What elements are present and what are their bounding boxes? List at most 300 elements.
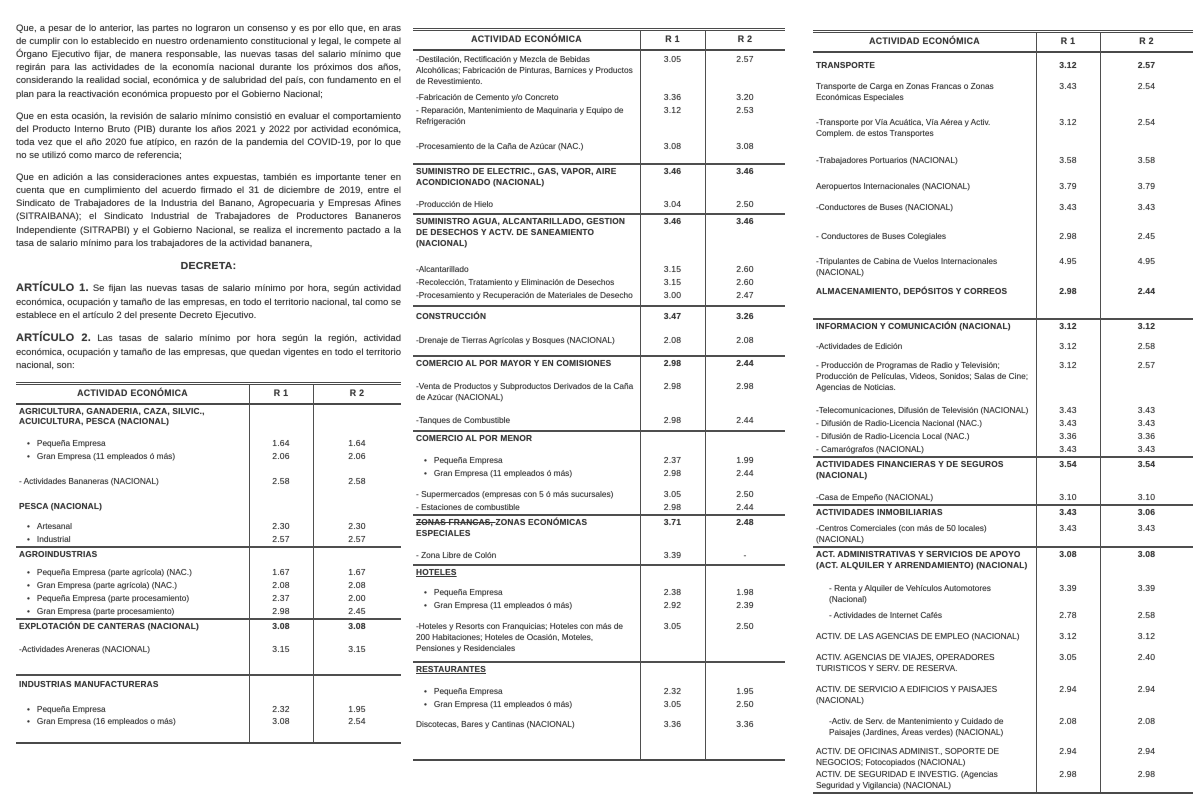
activity-label: -Trabajadores Portuarios (NACIONAL) bbox=[816, 154, 958, 165]
activity-label: • Pequeña Empresa bbox=[413, 454, 640, 467]
column-divider bbox=[1100, 33, 1101, 792]
rate-r1 bbox=[249, 548, 313, 561]
header-r2: R 2 bbox=[1139, 36, 1154, 47]
rate-r2: 2.58 bbox=[1137, 610, 1156, 621]
table-row bbox=[813, 140, 1193, 167]
activity-label: - Actividades de Internet Cafés bbox=[829, 610, 942, 621]
table-row bbox=[813, 167, 1193, 193]
rate-r1: 3.12 bbox=[1059, 60, 1077, 70]
rate-r1 bbox=[640, 432, 705, 445]
rate-r2: 2.40 bbox=[1137, 651, 1156, 662]
right-column bbox=[813, 30, 1193, 794]
activity-label: -Venta de Productos y Subproductos Derivados de la Caña de Azúcar (NACIONAL) bbox=[416, 380, 634, 402]
rate-r1: 3.39 bbox=[1059, 583, 1077, 594]
rate-r1: 3.08 bbox=[1059, 549, 1077, 560]
rate-r2: 2.50 bbox=[736, 489, 754, 500]
activity-label: -Producción de Hielo bbox=[416, 199, 494, 210]
rate-r2: 2.39 bbox=[736, 600, 754, 610]
rate-r1: 3.46 bbox=[663, 165, 682, 176]
rate-r2: 3.58 bbox=[1137, 154, 1156, 165]
decreta-heading: DECRETA: bbox=[180, 259, 237, 272]
table-header-row bbox=[813, 33, 1193, 53]
table-row bbox=[413, 289, 785, 305]
rate-r1 bbox=[640, 663, 705, 676]
table-row bbox=[413, 188, 785, 213]
activity-label: • Gran Empresa (parte procesamiento) bbox=[16, 605, 249, 618]
activity-label: COMERCIO AL POR MENOR bbox=[416, 432, 533, 443]
rate-r2: 2.50 bbox=[736, 620, 754, 631]
rate-r2: 2.44 bbox=[1137, 286, 1156, 297]
rate-r2: 2.98 bbox=[1137, 769, 1156, 780]
rate-r2: 3.43 bbox=[1137, 201, 1156, 212]
rate-r1: 3.12 bbox=[1059, 321, 1077, 332]
activity-label: -Centros Comerciales (con más de 50 locales) (NACIONAL) bbox=[816, 523, 987, 545]
rate-r2: 3.43 bbox=[1137, 443, 1156, 454]
activity-label: INFORMACION Y COMUNICACIÓN (NACIONAL) bbox=[816, 321, 1011, 332]
table-row bbox=[16, 691, 401, 716]
table-row bbox=[813, 430, 1193, 443]
rate-r1: 2.37 bbox=[663, 454, 682, 465]
table-row bbox=[16, 579, 401, 592]
activity-label: -Casa de Empeño (NACIONAL) bbox=[816, 491, 934, 502]
table-row bbox=[813, 104, 1193, 140]
table-row bbox=[413, 104, 785, 128]
activity-label: TRANSPORTE bbox=[816, 60, 876, 70]
table-row bbox=[16, 488, 401, 513]
activity-label: RESTAURANTES bbox=[416, 663, 487, 674]
table-row bbox=[413, 213, 785, 250]
rate-r1: 3.08 bbox=[663, 140, 682, 151]
table-row bbox=[413, 479, 785, 501]
rate-r1: 2.32 bbox=[663, 685, 682, 696]
activity-label: ACTIV. AGENCIAS DE VIAJES, OPERADORES TURISTICOS Y SERV. DE RESERVA. bbox=[816, 651, 995, 673]
activity-label: -Drenaje de Tierras Agrícolas y Bosques (NACIONAL) bbox=[416, 334, 615, 345]
rate-r2: 3.12 bbox=[1137, 631, 1156, 641]
activity-label: - Renta y Alquiler de Vehículos Automotores (Nacional) bbox=[829, 583, 991, 605]
rate-r1: 2.57 bbox=[272, 534, 290, 545]
activity-label: -Alcantarillado bbox=[416, 264, 469, 275]
rate-r1: 3.12 bbox=[1059, 341, 1077, 352]
rate-r1: 2.06 bbox=[272, 451, 290, 462]
activity-label: EXPLOTACIÓN DE CANTERAS (NACIONAL) bbox=[19, 620, 199, 631]
activity-label: -Actividades Areneras (NACIONAL) bbox=[19, 643, 150, 654]
column-divider bbox=[1036, 33, 1037, 792]
rate-r1: 3.79 bbox=[1059, 180, 1077, 191]
activity-label: INDUSTRIAS MANUFACTURERAS bbox=[19, 678, 159, 689]
rate-r1 bbox=[249, 405, 313, 429]
table-row bbox=[413, 599, 785, 612]
rate-r2: 2.50 bbox=[736, 698, 754, 709]
rate-r1: 2.08 bbox=[1059, 715, 1077, 726]
table-row bbox=[813, 707, 1193, 739]
rate-r2: 2.57 bbox=[1137, 60, 1156, 70]
table-row bbox=[16, 546, 401, 561]
rate-r2 bbox=[313, 405, 401, 429]
rate-r2: 2.08 bbox=[348, 579, 366, 590]
rate-r1: 2.58 bbox=[272, 476, 290, 487]
table-row bbox=[413, 540, 785, 564]
table-row bbox=[413, 514, 785, 540]
header-r1: R 1 bbox=[665, 34, 680, 45]
rate-r1: 3.54 bbox=[1059, 458, 1077, 469]
table-row bbox=[813, 193, 1193, 214]
rate-r2: 2.58 bbox=[348, 476, 366, 487]
activity-label: ACTIV. DE SEGURIDAD E INVESTIG. (Agencias Seguridad y Vigilancia) (NACIONAL) bbox=[816, 769, 998, 791]
rate-r2: 1.95 bbox=[348, 703, 366, 714]
rate-r2: 2.58 bbox=[1137, 341, 1156, 352]
activity-label: -Conductores de Buses (NACIONAL) bbox=[816, 201, 953, 212]
table-row bbox=[413, 430, 785, 445]
table-row bbox=[16, 674, 401, 691]
paragraph-acuerdo-bananero: Que en adición a las consideraciones antes expuestas, también es importante tener en cuenta que en cumplimiento del acuerdo firmado el 31 de diciembre de 2019, entre el Sindicato de Trabajadores de la Industria del Banano, Agropecuaria y Empresas Afines (SITRAIBANA); el Sindicato Industrial de Trabajadores de Productores Bananeros Independiente (SITRAPBI) y el Gobierno Nacional, se realiza el incremento pactado a la tasa de salario mínimo para los trabajadores de la actividad bananera, bbox=[16, 172, 401, 249]
rate-r2: 1.95 bbox=[736, 685, 754, 696]
table-row bbox=[413, 445, 785, 467]
activity-label: - Reparación, Mantenimiento de Maquinaria y Equipo de Refrigeración bbox=[416, 104, 624, 126]
activity-label: CONSTRUCCIÓN bbox=[416, 311, 487, 321]
activity-label: -Hoteles y Resorts con Franquicias; Hoteles con más de 200 Habitaciones; Hoteles de Ocasión, Moteles, Pensiones y Residenciales bbox=[416, 620, 624, 653]
rate-r1: 3.00 bbox=[663, 290, 682, 301]
table-row bbox=[813, 353, 1193, 394]
rate-r2 bbox=[313, 678, 401, 691]
activity-label: AGROINDUSTRIAS bbox=[19, 549, 98, 560]
rate-r1: 3.43 bbox=[1059, 404, 1077, 415]
table-row bbox=[813, 606, 1193, 622]
activity-label: - Zona Libre de Colón bbox=[416, 550, 497, 561]
rate-r1: 4.95 bbox=[1059, 256, 1077, 267]
rate-r1: 3.05 bbox=[663, 489, 682, 500]
table-row bbox=[813, 518, 1193, 546]
rate-r1: 3.05 bbox=[1059, 651, 1077, 662]
rate-r2: 3.12 bbox=[1137, 321, 1156, 332]
rate-r1: 3.08 bbox=[272, 716, 290, 727]
rate-r2: 2.60 bbox=[736, 264, 754, 275]
column-divider bbox=[249, 385, 250, 743]
rate-r2: 3.43 bbox=[1137, 417, 1156, 428]
table-row bbox=[413, 51, 785, 88]
table-row bbox=[813, 318, 1193, 333]
rate-r2: 2.47 bbox=[736, 290, 754, 301]
rate-r2: 3.43 bbox=[1137, 523, 1156, 534]
activity-label: -Transporte por Vía Acuática, Vía Aérea y Activ. Complem. de estos Transportes bbox=[816, 116, 991, 138]
activity-label: ACTIV. DE SERVICIO A EDIFICIOS Y PAISAJES (NACIONAL) bbox=[816, 683, 998, 705]
table-row bbox=[16, 405, 401, 429]
rate-r1: 2.98 bbox=[663, 357, 682, 368]
rate-r1 bbox=[249, 678, 313, 691]
rate-r1: 3.43 bbox=[1059, 417, 1077, 428]
table-row bbox=[413, 276, 785, 289]
activity-label: -Destilación, Rectificación y Mezcla de Bebidas Alcohólicas; Fabricación de Pinturas, Barnices y Productos de Revestimiento. bbox=[416, 54, 633, 86]
table-row bbox=[813, 443, 1193, 456]
rate-r2: 3.46 bbox=[736, 216, 754, 227]
activity-label: - Difusión de Radio-Licencia Local (NAC.) bbox=[816, 430, 970, 441]
activity-label: COMERCIO AL POR MAYOR Y EN COMISIONES bbox=[416, 357, 612, 368]
rate-r1: 3.36 bbox=[1059, 430, 1077, 441]
rate-r2: 4.95 bbox=[1137, 256, 1156, 267]
table-row bbox=[813, 739, 1193, 769]
table-row bbox=[813, 482, 1193, 504]
table-row bbox=[413, 163, 785, 189]
table-row bbox=[413, 128, 785, 163]
rate-r2: 2.45 bbox=[348, 605, 366, 616]
table-row bbox=[16, 592, 401, 605]
rate-r2: 3.79 bbox=[1137, 180, 1156, 191]
rate-r2: 2.45 bbox=[1137, 230, 1156, 241]
rate-r2: 2.50 bbox=[736, 199, 754, 210]
rate-r2: 2.00 bbox=[348, 592, 366, 603]
table-row bbox=[813, 546, 1193, 572]
rate-r2: 3.46 bbox=[736, 165, 754, 176]
rate-r1: 3.05 bbox=[663, 698, 682, 709]
activity-label: SUMINISTRO DE ELECTRIC., GAS, VAPOR, AIRE ACONDICIONADO (NACIONAL) bbox=[416, 165, 617, 187]
table-row bbox=[16, 428, 401, 450]
rate-r2: 2.44 bbox=[736, 502, 754, 513]
rate-r2: 1.98 bbox=[736, 587, 754, 598]
activity-label: ZONAS FRANCAS, ZONAS ECONÓMICAS ESPECIALES bbox=[416, 517, 588, 539]
table-row bbox=[813, 768, 1193, 792]
activity-label: • Gran Empresa (16 empleados o más) bbox=[16, 715, 249, 728]
rate-r2: 2.30 bbox=[348, 521, 366, 532]
rate-r1: 2.78 bbox=[1059, 610, 1077, 621]
rate-r1: 3.58 bbox=[1059, 154, 1077, 165]
table-row bbox=[16, 533, 401, 546]
activity-label: • Pequeña Empresa bbox=[413, 586, 640, 599]
rate-r1: 3.43 bbox=[1059, 523, 1077, 534]
activity-label: • Gran Empresa (parte agrícola) (NAC.) bbox=[16, 579, 249, 592]
rate-r2: 3.54 bbox=[1137, 458, 1156, 469]
rate-r2: 2.54 bbox=[1137, 116, 1156, 127]
rate-r2: 2.60 bbox=[736, 277, 754, 288]
rate-r2: 3.08 bbox=[348, 620, 366, 631]
rate-r1: 3.04 bbox=[663, 199, 682, 210]
rate-r2: 3.06 bbox=[1137, 506, 1156, 517]
rate-r2: 2.57 bbox=[1137, 360, 1156, 371]
activity-label: - Estaciones de combustible bbox=[416, 502, 520, 513]
rate-r1: 3.05 bbox=[663, 620, 682, 631]
activity-label: ACTIV. DE OFICINAS ADMINIST., SOPORTE DE NEGOCIOS; Fotocopiados (NACIONAL) bbox=[816, 745, 1000, 767]
header-r2: R 2 bbox=[737, 34, 753, 45]
rate-r1: 3.43 bbox=[1059, 80, 1077, 91]
rate-r2: 2.57 bbox=[736, 54, 754, 64]
table-row bbox=[413, 355, 785, 370]
rate-r1: 2.98 bbox=[663, 380, 682, 391]
rate-r1: 3.71 bbox=[663, 517, 682, 528]
rate-r1: 2.98 bbox=[272, 605, 290, 616]
rate-r1: 3.39 bbox=[663, 550, 682, 561]
table-row bbox=[413, 250, 785, 276]
activity-label: - Camarógrafos (NACIONAL) bbox=[816, 443, 924, 454]
table-row bbox=[813, 643, 1193, 675]
activity-label: ACTIVIDADES INMOBILIARIAS bbox=[816, 506, 943, 517]
rate-r2: 2.48 bbox=[736, 517, 754, 528]
rate-r2: 2.53 bbox=[736, 104, 754, 115]
activity-label: • Pequeña Empresa bbox=[16, 703, 249, 716]
table-row bbox=[16, 463, 401, 488]
activity-label: -Tripulantes de Cabina de Vuelos Internacionales (NACIONAL) bbox=[816, 256, 998, 278]
rate-r1: 2.92 bbox=[663, 600, 682, 610]
table-row bbox=[413, 612, 785, 661]
table-row bbox=[16, 715, 401, 742]
table-row bbox=[413, 501, 785, 514]
rate-r2: 3.08 bbox=[1137, 549, 1156, 560]
rate-r2: 2.94 bbox=[1137, 683, 1156, 694]
left-column bbox=[16, 22, 401, 744]
table-row bbox=[813, 279, 1193, 318]
rate-r2: 3.26 bbox=[736, 311, 754, 321]
rate-r2: 2.44 bbox=[736, 414, 754, 425]
struck-text: ZONAS FRANCAS, bbox=[416, 517, 496, 528]
activity-label: - Producción de Programas de Radio y Televisión; Producción de Películas, Videos, Sonidos; Salas de Cine; Agencias de Noticias. bbox=[816, 360, 1029, 392]
rate-r2: 3.10 bbox=[1137, 491, 1156, 502]
activity-label: • Pequeña Empresa (parte procesamiento) bbox=[16, 592, 249, 605]
activity-label: ALMACENAMIENTO, DEPÓSITOS Y CORREOS bbox=[816, 286, 1008, 297]
activity-label: -Fabricación de Cemento y/o Concreto bbox=[416, 91, 559, 102]
rate-r1: 3.15 bbox=[272, 643, 290, 654]
rate-r1: 2.38 bbox=[663, 587, 682, 598]
rate-r1: 2.08 bbox=[663, 334, 682, 345]
rate-r1: 3.47 bbox=[663, 311, 682, 321]
rate-r2: 1.64 bbox=[348, 438, 366, 449]
column-divider bbox=[640, 31, 641, 759]
wage-table-transport-services bbox=[813, 30, 1193, 794]
rate-r1: 3.46 bbox=[663, 216, 682, 227]
rate-r2 bbox=[705, 566, 785, 579]
rate-r1: 3.05 bbox=[663, 54, 682, 64]
rate-r1: 3.10 bbox=[1059, 491, 1077, 502]
activity-label: ACTIVIDADES FINANCIERAS Y DE SEGUROS (NACIONAL) bbox=[816, 458, 1004, 480]
rate-r2: 2.06 bbox=[348, 451, 366, 462]
rate-r1: 2.32 bbox=[272, 703, 290, 714]
rate-r1: 3.12 bbox=[1059, 116, 1077, 127]
rate-r1: 1.67 bbox=[272, 566, 290, 577]
table-row bbox=[413, 326, 785, 355]
rate-r2: 3.15 bbox=[348, 643, 366, 654]
activity-label: -Recolección, Tratamiento y Eliminación de Desechos bbox=[416, 277, 615, 288]
rate-r1: 3.15 bbox=[663, 264, 682, 275]
rate-r2: 3.43 bbox=[1137, 404, 1156, 415]
table-row bbox=[413, 661, 785, 676]
rate-r1: 2.98 bbox=[1059, 230, 1077, 241]
activity-label: -Procesamiento de la Caña de Azúcar (NAC.) bbox=[416, 140, 584, 151]
table-row bbox=[413, 370, 785, 404]
activity-label: Discotecas, Bares y Cantinas (NACIONAL) bbox=[416, 718, 575, 729]
table-row bbox=[16, 561, 401, 579]
table-row bbox=[813, 417, 1193, 430]
activity-label: -Activ. de Serv. de Mantenimiento y Cuidado de Paisajes (Jardines, Áreas verdes) (NACIONAL) bbox=[829, 715, 1004, 737]
table-row bbox=[413, 698, 785, 711]
activity-label: • Gran Empresa (11 empleados ó más) bbox=[413, 467, 640, 480]
table-row bbox=[413, 676, 785, 698]
articulo-1-text: Se fijan las nuevas tasas de salario mínimo por hora, según actividad económica, ocupación y tamaño de las empresas, en todo el territorio nacional, tal como se establece en el artículo 2 del presente Decreto Ejecutivo. bbox=[16, 282, 401, 322]
table-header-row bbox=[413, 31, 785, 51]
rate-r2 bbox=[705, 432, 785, 445]
rate-r1: 3.43 bbox=[1059, 201, 1077, 212]
activity-label: ACT. ADMINISTRATIVAS Y SERVICIOS DE APOYO (ACT. ALQUILER Y ARRENDAMIENTO) (NACIONAL) bbox=[816, 549, 1028, 571]
activity-label: ACTIV. DE LAS AGENCIAS DE EMPLEO (NACIONAL) bbox=[816, 631, 1020, 641]
rate-r2: - bbox=[743, 550, 747, 561]
header-actividad-economica: ACTIVIDAD ECONÓMICA bbox=[869, 36, 980, 47]
rate-r2: 3.20 bbox=[736, 91, 754, 102]
activity-label: • Pequeña Empresa bbox=[413, 685, 640, 698]
table-row bbox=[813, 675, 1193, 707]
header-r2: R 2 bbox=[349, 387, 365, 398]
rate-r1: 3.12 bbox=[663, 104, 682, 115]
activity-label: Aeropuertos Internacionales (NACIONAL) bbox=[816, 180, 971, 191]
rate-r1: 1.64 bbox=[272, 438, 290, 449]
activity-label: PESCA (NACIONAL) bbox=[19, 501, 103, 512]
column-divider bbox=[705, 31, 706, 759]
header-r1: R 1 bbox=[1060, 36, 1076, 47]
middle-column bbox=[413, 28, 785, 761]
rate-r1: 3.43 bbox=[1059, 443, 1077, 454]
rate-r1 bbox=[640, 566, 705, 579]
activity-label: - Conductores de Buses Colegiales bbox=[816, 230, 947, 241]
table-row bbox=[813, 214, 1193, 243]
paragraph-revision-pib: Que en esta ocasión, la revisión de salario mínimo consistió en evaluar el comportamiento del Producto Interno Bruto (PIB) durante los años 2021 y 2022 por actividad económica, toda vez que el año 2020 fue atípico, en razón de la pandemia del COVID-19, por lo que no se utilizó como marco de referencia; bbox=[16, 110, 401, 161]
table-row bbox=[16, 618, 401, 633]
activity-label: • Gran Empresa (11 empleados ó más) bbox=[413, 698, 640, 711]
rate-r1: 2.94 bbox=[1059, 745, 1077, 756]
table-row bbox=[813, 394, 1193, 417]
rate-r1: 2.37 bbox=[272, 592, 290, 603]
rate-r1: 3.12 bbox=[1059, 360, 1077, 371]
activity-label: - Actividades Bananeras (NACIONAL) bbox=[19, 476, 159, 487]
activity-label: HOTELES bbox=[416, 567, 457, 578]
rate-r1: 2.98 bbox=[663, 414, 682, 425]
table-row bbox=[413, 711, 785, 759]
rate-r2: 2.94 bbox=[1137, 745, 1156, 756]
rate-r1: 2.94 bbox=[1059, 683, 1077, 694]
activity-label: • Pequeña Empresa (parte agrícola) (NAC.) bbox=[16, 566, 249, 579]
articulo-2-label: ARTÍCULO 2. bbox=[16, 332, 91, 345]
table-row bbox=[813, 242, 1193, 279]
rate-r2: 2.54 bbox=[348, 716, 366, 727]
activity-label: SUMINISTRO AGUA, ALCANTARILLADO, GESTION DE DESECHOS Y ACTV. DE SANEAMIENTO (NACIONAL) bbox=[416, 216, 626, 249]
activity-label: -Actividades de Edición bbox=[816, 341, 903, 352]
table-row bbox=[413, 467, 785, 480]
table-row bbox=[813, 456, 1193, 482]
rate-r1 bbox=[249, 500, 313, 513]
activity-label: • Artesanal bbox=[16, 520, 249, 533]
wage-table-agriculture bbox=[16, 382, 401, 745]
activity-label: • Industrial bbox=[16, 533, 249, 546]
articulo-2-text: Las tasas de salario mínimo por hora según la región, actividad económica, ocupación y tamaño de las empresas, que quedan vigentes en todo el territorio nacional, son: bbox=[16, 333, 401, 372]
activity-label: -Telecomunicaciones, Difusión de Televisión (NACIONAL) bbox=[816, 404, 1029, 415]
rate-r2: 2.57 bbox=[348, 534, 366, 545]
column-divider bbox=[313, 385, 314, 743]
rate-r2: 3.36 bbox=[736, 718, 754, 729]
rate-r2: 2.54 bbox=[1137, 80, 1156, 91]
table-row bbox=[16, 605, 401, 618]
rate-r2: 2.08 bbox=[1137, 715, 1156, 726]
articulo-1 bbox=[16, 281, 401, 322]
rate-r1: 3.36 bbox=[663, 718, 682, 729]
wage-table-industry-commerce bbox=[413, 28, 785, 761]
rate-r2: 2.44 bbox=[736, 357, 754, 368]
rate-r2: 1.99 bbox=[736, 454, 754, 465]
rate-r1: 2.30 bbox=[272, 521, 290, 532]
table-row bbox=[413, 305, 785, 326]
rate-r2: 3.08 bbox=[736, 140, 754, 151]
activity-label: • Gran Empresa (11 empleados ó más) bbox=[16, 450, 249, 463]
rate-r1: 3.12 bbox=[1059, 631, 1077, 641]
activity-label: -Tanques de Combustible bbox=[416, 414, 511, 425]
table-row bbox=[813, 572, 1193, 606]
table-row bbox=[16, 513, 401, 533]
table-row bbox=[413, 88, 785, 104]
rate-r1: 3.36 bbox=[663, 91, 682, 102]
rate-r2: 2.44 bbox=[736, 467, 754, 478]
activity-label: AGRICULTURA, GANADERIA, CAZA, SILVIC., ACUICULTURA, PESCA (NACIONAL) bbox=[19, 405, 205, 427]
